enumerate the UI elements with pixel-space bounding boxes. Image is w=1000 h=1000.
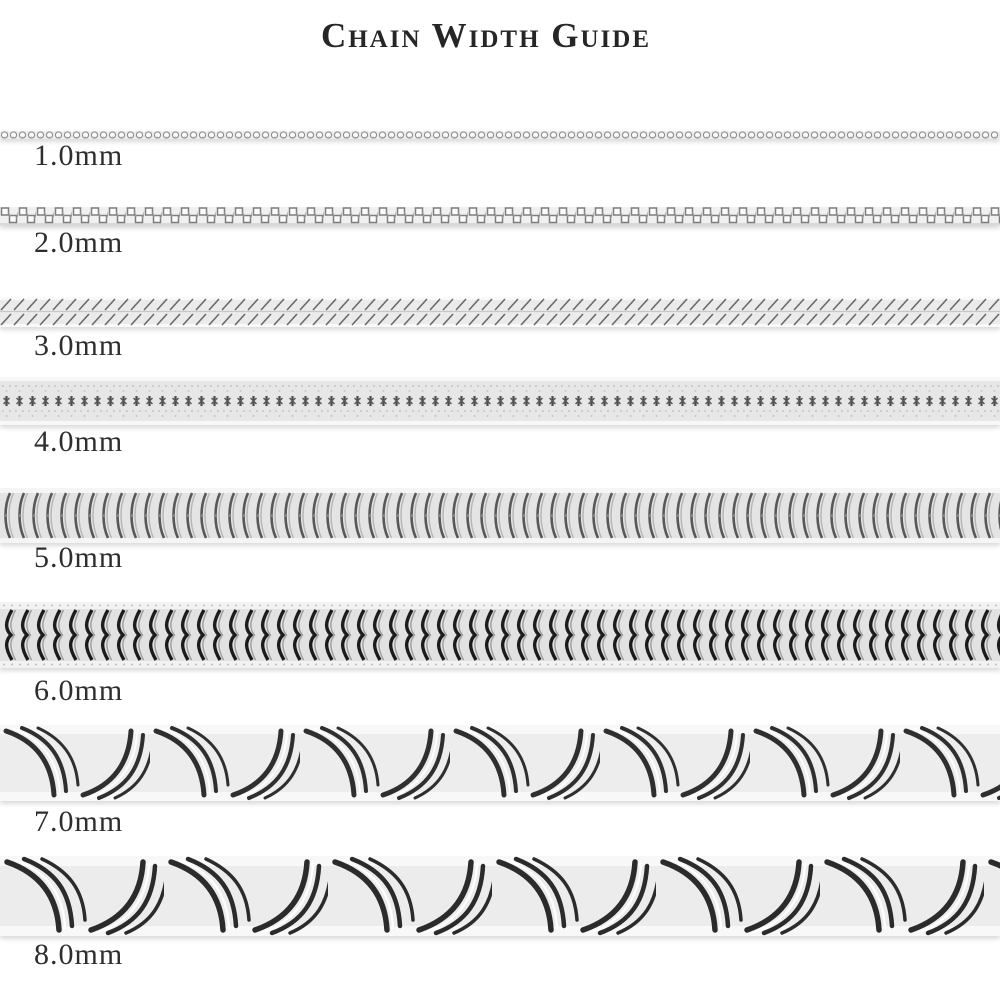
chain-photo-5mm-snake-chain-icon [0,488,1000,543]
page-title: Chain Width Guide [320,16,652,55]
chain-photo-3mm-snake-chain-icon [0,295,1000,329]
chain-width-label: 1.0mm [34,139,124,172]
chain-photo-4mm-snake-chain-icon [0,377,1000,425]
chain-width-label: 6.0mm [34,674,124,707]
chain-width-label: 4.0mm [34,425,124,458]
chain-width-label: 2.0mm [34,226,124,259]
chain-photo-1mm-box-chain-icon [0,127,1000,143]
chain-width-label: 8.0mm [34,938,124,971]
chain-width-label: 3.0mm [34,329,124,362]
chain-photo-6mm-snake-chain-icon [0,602,1000,668]
chain-photo-2mm-box-chain-icon [0,204,1000,228]
chain-photo-7mm-rope-chain-icon [0,721,1000,805]
chain-width-label: 5.0mm [34,541,124,574]
chain-width-label: 7.0mm [34,805,124,838]
chain-photo-8mm-rope-chain-icon [0,852,1000,940]
